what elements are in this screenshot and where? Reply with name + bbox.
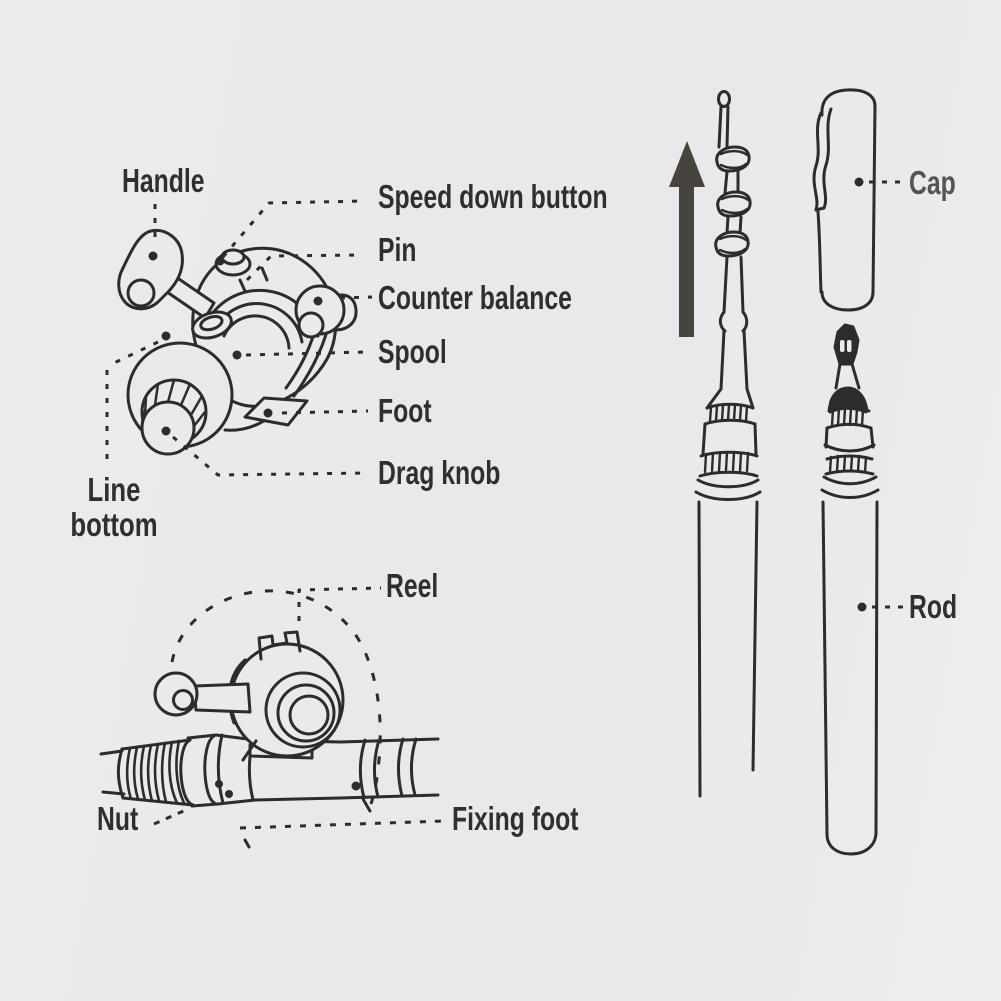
speed-down-leader-line — [223, 201, 366, 257]
cap-shape — [814, 90, 875, 310]
label-spool: Spool — [378, 333, 447, 370]
label-counter-balance: Counter balance — [378, 279, 572, 316]
rod-assembly-drawing — [669, 90, 878, 854]
drag-knob-shape — [128, 343, 232, 454]
up-arrow-icon — [669, 141, 705, 337]
nut-leader-line — [154, 809, 188, 824]
closed-rod-shape — [822, 325, 878, 854]
label-handle: Handle — [122, 162, 205, 199]
extended-rod-shape — [696, 92, 760, 797]
label-pin: Pin — [378, 231, 417, 268]
reel-leader-line — [299, 588, 381, 621]
label-cap: Cap — [909, 164, 956, 201]
label-drag-knob: Drag knob — [378, 454, 501, 491]
fixing-foot-leader-line — [240, 821, 444, 828]
label-nut: Nut — [97, 800, 139, 837]
label-foot: Foot — [378, 392, 432, 429]
label-rod: Rod — [909, 588, 958, 625]
label-reel: Reel — [386, 567, 439, 604]
label-line-bottom: Line bottom — [70, 471, 158, 543]
label-fixing-foot: Fixing foot — [452, 800, 579, 837]
counter-balance-leader-line — [340, 297, 372, 298]
counter-balance-shape — [296, 286, 356, 337]
label-speed-down-button: Speed down button — [378, 178, 608, 215]
